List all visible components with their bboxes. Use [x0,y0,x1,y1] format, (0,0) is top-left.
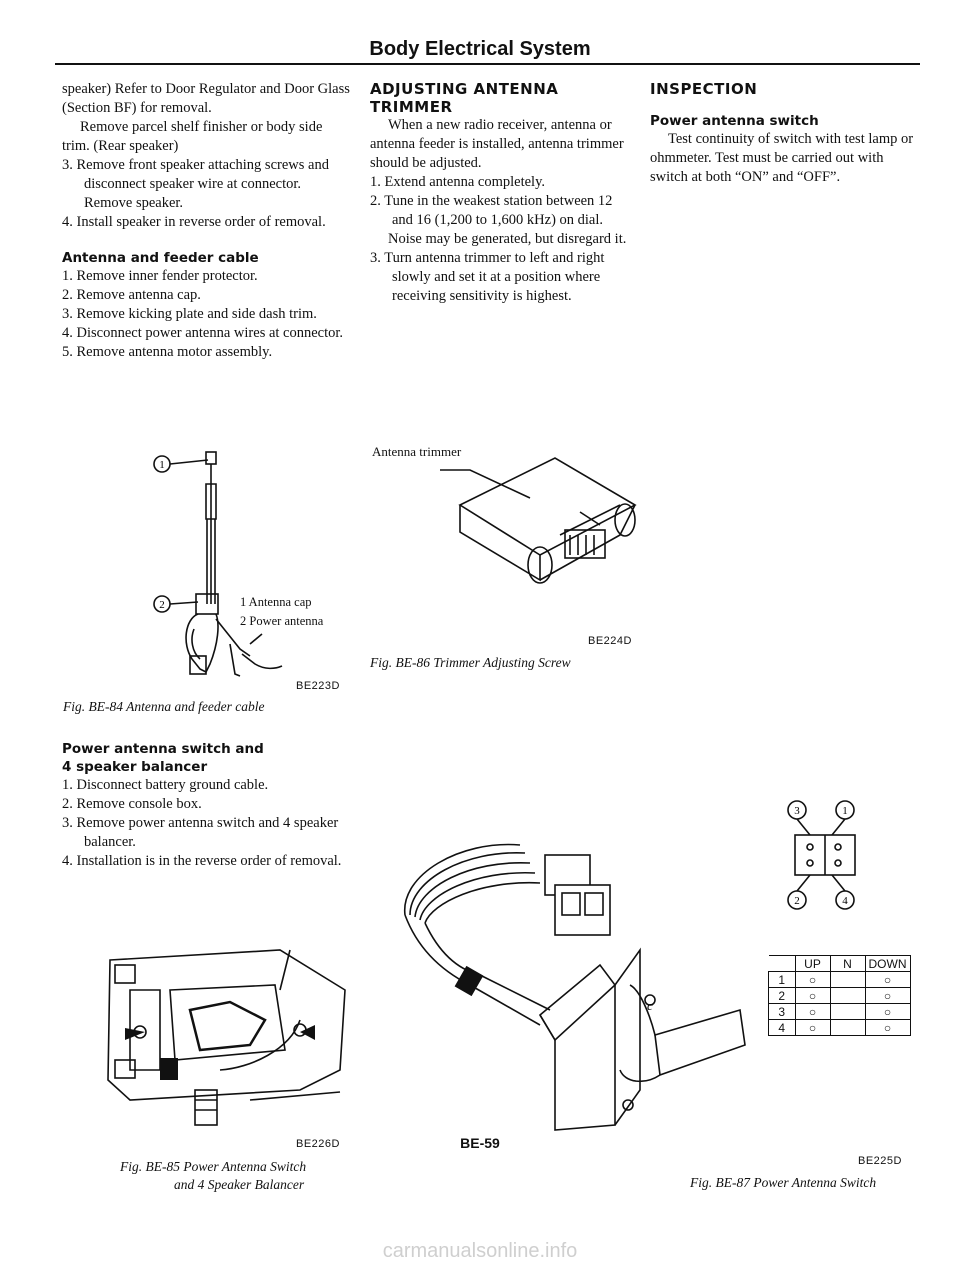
step-item: 2. Remove antenna cap. [62,287,201,303]
watermark: carmanualsonline.info [382,1240,578,1262]
step-item: 3. Remove power antenna switch and 4 speaker balancer. [62,815,339,850]
table-row [769,972,911,988]
paragraph: Noise may be generated, but disregard it. [388,231,627,247]
paragraph: speaker) Refer to Door Regulator and Door Glass (Section BF) for removal. [62,81,350,116]
callout-2: 2 [159,599,165,611]
step-item: 3. Turn antenna trimmer to left and right slowly and set it at a position where receiving sensitivity is highest. [370,250,605,304]
row-label: 3 [769,1004,796,1020]
row-label: 2 [769,988,796,1004]
page-header: Body Electrical System [369,38,591,60]
step-item: 4. Installation is in the reverse order of removal. [62,853,342,869]
page-number: BE-59 [460,1135,500,1151]
column-1-lower [62,740,352,871]
figure-legend [240,593,323,631]
continuity-mark: ○ [865,988,910,1004]
step-item: 1. Extend antenna completely. [370,174,546,190]
figure-caption: Fig. BE-85 Power Antenna Switch [120,1159,307,1174]
figure-caption: and 4 Speaker Balancer [174,1177,305,1192]
paragraph: Test continuity of switch with test lamp or ohmmeter. Test must be carried out with switch at both “ON” and “OFF”. [650,131,914,185]
step-item: 2. Remove console box. [62,796,202,812]
section-subheading: Power antenna switch [650,113,819,129]
column-header: DOWN [865,956,910,972]
continuity-mark: ○ [865,1020,910,1036]
connector-pin-diagram [780,795,890,915]
figure-code: BE223D [296,680,340,692]
column-3 [650,80,915,187]
continuity-mark: ○ [795,1020,830,1036]
continuity-table [768,955,911,1036]
paragraph: When a new radio receiver, antenna or antenna feeder is installed, antenna trimmer should be adjusted. [370,117,624,171]
callout-1: 1 [159,459,165,471]
continuity-mark: ○ [865,972,910,988]
step-item: 3. Remove front speaker attaching screws and disconnect speaker wire at connector. Remove speaker. [62,157,329,211]
callout-3: 3 [794,805,800,817]
section-heading: INSPECTION [650,80,758,98]
legend-item: 1 Antenna cap [240,595,312,609]
step-item: 3. Remove kicking plate and side dash trim. [62,306,317,322]
callout-1: 1 [842,805,848,817]
continuity-mark: ○ [795,1004,830,1020]
console-illustration [100,950,350,1135]
step-item: 2. Tune in the weakest station between 12 and 16 (1,200 to 1,600 kHz) on dial. [370,193,613,228]
callout-2: 2 [794,895,800,907]
figure-caption: Fig. BE-86 Trimmer Adjusting Screw [370,655,571,670]
section-heading: Antenna and feeder cable [62,250,259,266]
row-label: 4 [769,1020,796,1036]
figure-code: BE224D [588,635,632,647]
figure-caption: Fig. BE-84 Antenna and feeder cable [63,699,265,714]
column-header: UP [795,956,830,972]
step-item: 1. Remove inner fender protector. [62,268,258,284]
table-row [769,1004,911,1020]
figure-caption: Fig. BE-87 Power Antenna Switch [690,1175,877,1190]
legend-item: 2 Power antenna [240,614,324,628]
power-antenna-switch-illustration [400,835,760,1135]
step-item: 1. Disconnect battery ground cable. [62,777,269,793]
table-row [769,1020,911,1036]
step-item: 4. Disconnect power antenna wires at connector. [62,325,344,341]
section-heading: Power antenna switch and [62,741,264,757]
continuity-mark: ○ [795,972,830,988]
paragraph: Remove parcel shelf finisher or body side trim. (Rear speaker) [62,119,323,154]
svg-text:c: c [647,998,653,1013]
section-heading: 4 speaker balancer [62,759,208,775]
figure-code: BE225D [858,1155,902,1167]
column-1 [62,80,352,362]
row-label: 1 [769,972,796,988]
figure-label: Antenna trimmer [372,444,462,459]
continuity-mark: ○ [865,1004,910,1020]
antenna-illustration [150,444,360,689]
header-rule [55,63,920,65]
column-header: N [830,956,865,972]
figure-code: BE226D [296,1138,340,1150]
section-heading: TRIMMER [370,98,453,116]
table-header-row [769,956,911,972]
step-item: 5. Remove antenna motor assembly. [62,344,273,360]
step-item: 4. Install speaker in reverse order of removal. [62,214,326,230]
continuity-mark: ○ [795,988,830,1004]
column-2 [370,80,635,306]
radio-trimmer-illustration [440,450,640,590]
table-row [769,988,911,1004]
callout-4: 4 [842,895,848,907]
section-heading: ADJUSTING ANTENNA [370,80,559,98]
